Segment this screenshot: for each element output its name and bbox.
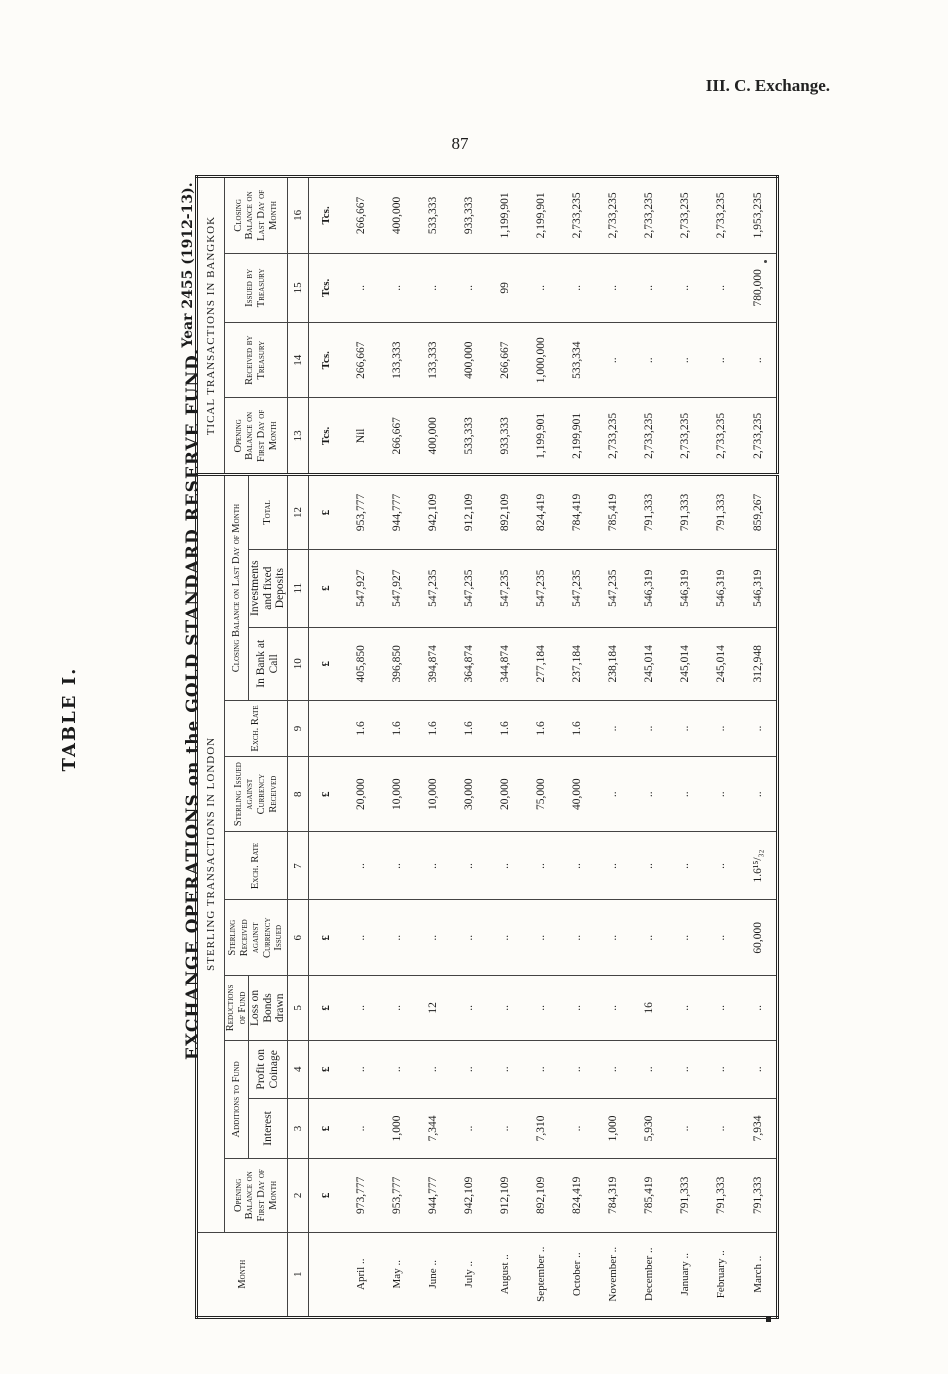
column-number: 14 <box>288 322 309 398</box>
value-cell: .. <box>343 832 379 900</box>
unit-label: Tcs. <box>309 398 343 475</box>
value-cell: 933,333 <box>487 398 523 475</box>
header-profit: Profit on Coinage <box>249 1040 288 1098</box>
table-row <box>343 177 379 1318</box>
value-cell: 30,000 <box>451 756 487 832</box>
value-cell: 791,333 <box>739 1159 777 1232</box>
value-cell: 547,235 <box>487 549 523 627</box>
value-cell: 546,319 <box>703 549 739 627</box>
value-cell: 791,333 <box>631 475 667 550</box>
value-cell: .. <box>343 1040 379 1098</box>
header-investments: Investments and fixed Deposits <box>249 549 288 627</box>
column-number: 6 <box>288 900 309 976</box>
value-cell: 546,319 <box>667 549 703 627</box>
unit-label <box>309 1232 343 1317</box>
value-cell: 1.6¹⁵/₃₂ <box>739 832 777 900</box>
header-exch-rate-7: Exch. Rate <box>225 832 288 900</box>
month-cell: March .. <box>739 1232 777 1317</box>
value-cell: .. <box>559 1098 595 1158</box>
value-cell: 784,419 <box>559 475 595 550</box>
column-number: 8 <box>288 756 309 832</box>
unit-label: £ <box>309 900 343 976</box>
section-heading: III. C. Exchange. <box>705 76 830 95</box>
month-cell: May .. <box>379 1232 415 1317</box>
unit-label <box>309 700 343 756</box>
value-cell: .. <box>703 976 739 1041</box>
value-cell: 953,777 <box>343 475 379 550</box>
value-cell: .. <box>631 253 667 322</box>
value-cell: .. <box>523 976 559 1041</box>
value-cell: .. <box>415 253 451 322</box>
value-cell: .. <box>451 253 487 322</box>
value-cell: .. <box>379 253 415 322</box>
value-cell: 2,733,235 <box>739 398 777 475</box>
value-cell: 400,000 <box>451 322 487 398</box>
value-cell: 2,733,235 <box>595 398 631 475</box>
value-cell: .. <box>523 900 559 976</box>
value-cell: 1.6 <box>523 700 559 756</box>
value-cell: 7,310 <box>523 1098 559 1158</box>
value-cell: 912,109 <box>487 1159 523 1232</box>
unit-label: £ <box>309 1159 343 1232</box>
value-cell: .. <box>739 976 777 1041</box>
value-cell: 245,014 <box>631 627 667 700</box>
column-number: 10 <box>288 627 309 700</box>
value-cell: .. <box>667 900 703 976</box>
value-cell: .. <box>595 756 631 832</box>
value-cell: 20,000 <box>343 756 379 832</box>
month-cell: June .. <box>415 1232 451 1317</box>
value-cell: 2,733,235 <box>631 177 667 254</box>
value-cell: .. <box>487 976 523 1041</box>
value-cell: .. <box>703 322 739 398</box>
column-number: 11 <box>288 549 309 627</box>
value-cell: .. <box>451 976 487 1041</box>
group-additions: Additions to Fund <box>225 1040 249 1158</box>
unit-label: £ <box>309 756 343 832</box>
column-number: 16 <box>288 177 309 254</box>
month-cell: October .. <box>559 1232 595 1317</box>
value-cell: 912,109 <box>451 475 487 550</box>
value-cell: .. <box>451 1040 487 1098</box>
rotated-table <box>195 175 779 1319</box>
value-cell: .. <box>559 832 595 900</box>
header-opening-sterling: Opening Balance on First Day of Month <box>225 1159 288 1232</box>
value-cell: 1.6 <box>559 700 595 756</box>
value-cell: 344,874 <box>487 627 523 700</box>
value-cell: 791,333 <box>667 1159 703 1232</box>
value-cell: 791,333 <box>667 475 703 550</box>
column-number: 7 <box>288 832 309 900</box>
value-cell: 791,333 <box>703 475 739 550</box>
table-row <box>739 177 777 1318</box>
value-cell: .. <box>343 900 379 976</box>
column-number: 2 <box>288 1159 309 1232</box>
value-cell: 785,419 <box>631 1159 667 1232</box>
value-cell: 1,953,235 <box>739 177 777 254</box>
header-exch-rate-9: Exch. Rate <box>225 700 288 756</box>
value-cell: .. <box>703 700 739 756</box>
value-cell: .. <box>379 1040 415 1098</box>
column-number: 12 <box>288 475 309 550</box>
value-cell: 824,419 <box>523 475 559 550</box>
month-cell: September .. <box>523 1232 559 1317</box>
ink-mark <box>766 1316 771 1322</box>
header-interest: Interest <box>249 1098 288 1158</box>
value-cell: 60,000 <box>739 900 777 976</box>
value-cell: 245,014 <box>703 627 739 700</box>
value-cell: 1.6 <box>415 700 451 756</box>
value-cell: .. <box>739 322 777 398</box>
header-sterling-received: Sterling Received against Currency Issued <box>225 900 288 976</box>
value-cell: .. <box>667 700 703 756</box>
group-london: STERLING TRANSACTIONS IN LONDON <box>197 475 225 1232</box>
value-cell: .. <box>667 756 703 832</box>
value-cell: .. <box>343 253 379 322</box>
value-cell: .. <box>451 1098 487 1158</box>
value-cell: .. <box>631 900 667 976</box>
month-cell: August .. <box>487 1232 523 1317</box>
value-cell: .. <box>667 1098 703 1158</box>
header-total: Total <box>249 475 288 550</box>
value-cell: .. <box>595 832 631 900</box>
value-cell: 973,777 <box>343 1159 379 1232</box>
value-cell: .. <box>595 900 631 976</box>
value-cell: .. <box>667 1040 703 1098</box>
value-cell: 824,419 <box>559 1159 595 1232</box>
value-cell: 2,733,235 <box>595 177 631 254</box>
value-cell: 10,000 <box>379 756 415 832</box>
value-cell: .. <box>631 1040 667 1098</box>
value-cell: .. <box>739 700 777 756</box>
column-number: 4 <box>288 1040 309 1098</box>
unit-label: £ <box>309 549 343 627</box>
value-cell: 266,667 <box>343 322 379 398</box>
table-title: EXCHANGE OPERATIONS on the GOLD STANDARD RESERVE FUND. <box>183 348 203 1060</box>
value-cell: 266,667 <box>379 398 415 475</box>
table-row <box>379 177 415 1318</box>
value-cell: .. <box>631 832 667 900</box>
table-row <box>703 177 739 1318</box>
units-row <box>309 177 343 1318</box>
value-cell: .. <box>559 1040 595 1098</box>
value-cell: .. <box>415 900 451 976</box>
value-cell: 784,319 <box>595 1159 631 1232</box>
value-cell: 791,333 <box>703 1159 739 1232</box>
value-cell: .. <box>379 976 415 1041</box>
table-row <box>559 177 595 1318</box>
column-number: 5 <box>288 976 309 1041</box>
value-cell: 944,777 <box>415 1159 451 1232</box>
value-cell: .. <box>739 1040 777 1098</box>
value-cell: .. <box>703 900 739 976</box>
value-cell: 1,000 <box>595 1098 631 1158</box>
value-cell: 1,199,901 <box>487 177 523 254</box>
value-cell: 277,184 <box>523 627 559 700</box>
value-cell: 10,000 <box>415 756 451 832</box>
value-cell: 2,199,901 <box>523 177 559 254</box>
header-month: Month <box>197 1232 288 1317</box>
value-cell: .. <box>595 700 631 756</box>
unit-label: Tcs. <box>309 177 343 254</box>
unit-label <box>309 832 343 900</box>
value-cell: 394,874 <box>415 627 451 700</box>
value-cell: 2,733,235 <box>703 398 739 475</box>
table-container <box>195 175 779 1319</box>
value-cell: .. <box>487 900 523 976</box>
header-sterling-issued: Sterling Issued against Currency Received <box>225 756 288 832</box>
value-cell: .. <box>343 976 379 1041</box>
value-cell: .. <box>739 756 777 832</box>
value-cell: .. <box>523 832 559 900</box>
value-cell: 2,199,901 <box>559 398 595 475</box>
gold-reserve-table <box>195 175 779 1319</box>
value-cell: .. <box>343 1098 379 1158</box>
value-cell: 40,000 <box>559 756 595 832</box>
header-received-treasury: Received by Treasury <box>225 322 288 398</box>
value-cell: 312,948 <box>739 627 777 700</box>
value-cell: 547,235 <box>559 549 595 627</box>
table-number: TABLE I. <box>59 666 80 772</box>
value-cell: .. <box>631 322 667 398</box>
unit-label: £ <box>309 976 343 1041</box>
value-cell: 892,109 <box>487 475 523 550</box>
value-cell: 1,000 <box>379 1098 415 1158</box>
header-in-bank: In Bank at Call <box>249 627 288 700</box>
value-cell: 546,319 <box>739 549 777 627</box>
column-number: 15 <box>288 253 309 322</box>
value-cell: .. <box>703 756 739 832</box>
value-cell: 12 <box>415 976 451 1041</box>
value-cell: .. <box>595 322 631 398</box>
value-cell: 547,235 <box>595 549 631 627</box>
value-cell: .. <box>667 253 703 322</box>
column-number: 3 <box>288 1098 309 1158</box>
value-cell: .. <box>595 976 631 1041</box>
unit-label: £ <box>309 627 343 700</box>
month-cell: January .. <box>667 1232 703 1317</box>
value-cell: 266,667 <box>343 177 379 254</box>
value-cell: .. <box>379 832 415 900</box>
value-cell: 547,927 <box>379 549 415 627</box>
value-cell: 266,667 <box>487 322 523 398</box>
value-cell: 892,109 <box>523 1159 559 1232</box>
unit-label: Tcs. <box>309 322 343 398</box>
value-cell: 859,267 <box>739 475 777 550</box>
unit-label: Tcs. <box>309 253 343 322</box>
value-cell: .. <box>631 700 667 756</box>
table-row <box>451 177 487 1318</box>
value-cell: 16 <box>631 976 667 1041</box>
table-row <box>667 177 703 1318</box>
value-cell: .. <box>703 832 739 900</box>
value-cell: .. <box>703 253 739 322</box>
value-cell: 7,934 <box>739 1098 777 1158</box>
value-cell: 933,333 <box>451 177 487 254</box>
value-cell: .. <box>559 900 595 976</box>
value-cell: 953,777 <box>379 1159 415 1232</box>
value-cell: .. <box>415 1040 451 1098</box>
value-cell: 780,000 <box>739 253 777 322</box>
value-cell: 7,344 <box>415 1098 451 1158</box>
value-cell: 546,319 <box>631 549 667 627</box>
value-cell: 2,733,235 <box>631 398 667 475</box>
value-cell: 547,927 <box>343 549 379 627</box>
value-cell: 785,419 <box>595 475 631 550</box>
value-cell: .. <box>523 253 559 322</box>
value-cell: 533,334 <box>559 322 595 398</box>
value-cell: 400,000 <box>415 398 451 475</box>
value-cell: 547,235 <box>523 549 559 627</box>
value-cell: 547,235 <box>451 549 487 627</box>
value-cell: .. <box>523 1040 559 1098</box>
value-cell: 942,109 <box>451 1159 487 1232</box>
month-cell: July .. <box>451 1232 487 1317</box>
value-cell: 364,874 <box>451 627 487 700</box>
value-cell: 75,000 <box>523 756 559 832</box>
value-cell: 1.6 <box>379 700 415 756</box>
group-reductions: Reductions of Fund <box>225 976 249 1041</box>
value-cell: 1.6 <box>451 700 487 756</box>
value-cell: 20,000 <box>487 756 523 832</box>
month-cell: February .. <box>703 1232 739 1317</box>
value-cell: .. <box>703 1040 739 1098</box>
column-number: 9 <box>288 700 309 756</box>
month-cell: November .. <box>595 1232 631 1317</box>
month-cell: December .. <box>631 1232 667 1317</box>
value-cell: .. <box>667 832 703 900</box>
header-issued-treasury: Issued by Treasury <box>225 253 288 322</box>
column-number-row <box>288 177 309 1318</box>
ink-dot <box>764 260 767 263</box>
unit-label: £ <box>309 475 343 550</box>
value-cell: .. <box>379 900 415 976</box>
value-cell: 2,733,235 <box>703 177 739 254</box>
value-cell: 5,930 <box>631 1098 667 1158</box>
value-cell: 942,109 <box>415 475 451 550</box>
value-cell: 1,000,000 <box>523 322 559 398</box>
value-cell: .. <box>595 1040 631 1098</box>
header-closing-tical: Closing Balance on Last Day of Month <box>225 177 288 254</box>
value-cell: .. <box>667 976 703 1041</box>
value-cell: .. <box>451 900 487 976</box>
value-cell: .. <box>487 1098 523 1158</box>
value-cell: 2,733,235 <box>667 177 703 254</box>
header-loss: Loss on Bonds drawn <box>249 976 288 1041</box>
column-number: 13 <box>288 398 309 475</box>
value-cell: .. <box>559 253 595 322</box>
year-label: Year 2455 (1912-13). <box>180 182 196 348</box>
value-cell: 2,733,235 <box>559 177 595 254</box>
value-cell: 400,000 <box>379 177 415 254</box>
value-cell: 1,199,901 <box>523 398 559 475</box>
value-cell: .. <box>487 832 523 900</box>
value-cell: 133,333 <box>415 322 451 398</box>
group-closing: Closing Balance on Last Day of Month <box>225 475 249 701</box>
group-bangkok: TICAL TRANSACTIONS IN BANGKOK <box>197 177 225 475</box>
value-cell: 1.6 <box>487 700 523 756</box>
table-row <box>595 177 631 1318</box>
value-cell: 396,850 <box>379 627 415 700</box>
value-cell: 547,235 <box>415 549 451 627</box>
value-cell: .. <box>595 253 631 322</box>
header-opening-tical: Opening Balance on First Day of Month <box>225 398 288 475</box>
value-cell: 133,333 <box>379 322 415 398</box>
value-cell: Nil <box>343 398 379 475</box>
value-cell: 533,333 <box>415 177 451 254</box>
value-cell: 944,777 <box>379 475 415 550</box>
value-cell: 533,333 <box>451 398 487 475</box>
value-cell: .. <box>559 976 595 1041</box>
value-cell: 245,014 <box>667 627 703 700</box>
table-body <box>309 177 778 1318</box>
table-row <box>415 177 451 1318</box>
value-cell: .. <box>415 832 451 900</box>
value-cell: 2,733,235 <box>667 398 703 475</box>
value-cell: 237,184 <box>559 627 595 700</box>
value-cell: .. <box>487 1040 523 1098</box>
value-cell: .. <box>667 322 703 398</box>
unit-label: £ <box>309 1040 343 1098</box>
value-cell: 238,184 <box>595 627 631 700</box>
table-row <box>631 177 667 1318</box>
value-cell: .. <box>703 1098 739 1158</box>
value-cell: 405,850 <box>343 627 379 700</box>
column-number: 1 <box>288 1232 309 1317</box>
table-row <box>487 177 523 1318</box>
month-cell: April .. <box>343 1232 379 1317</box>
value-cell: 99 <box>487 253 523 322</box>
value-cell: .. <box>451 832 487 900</box>
page-number: 87 <box>451 134 469 153</box>
table-row <box>523 177 559 1318</box>
unit-label: £ <box>309 1098 343 1158</box>
value-cell: .. <box>631 756 667 832</box>
value-cell: 1.6 <box>343 700 379 756</box>
